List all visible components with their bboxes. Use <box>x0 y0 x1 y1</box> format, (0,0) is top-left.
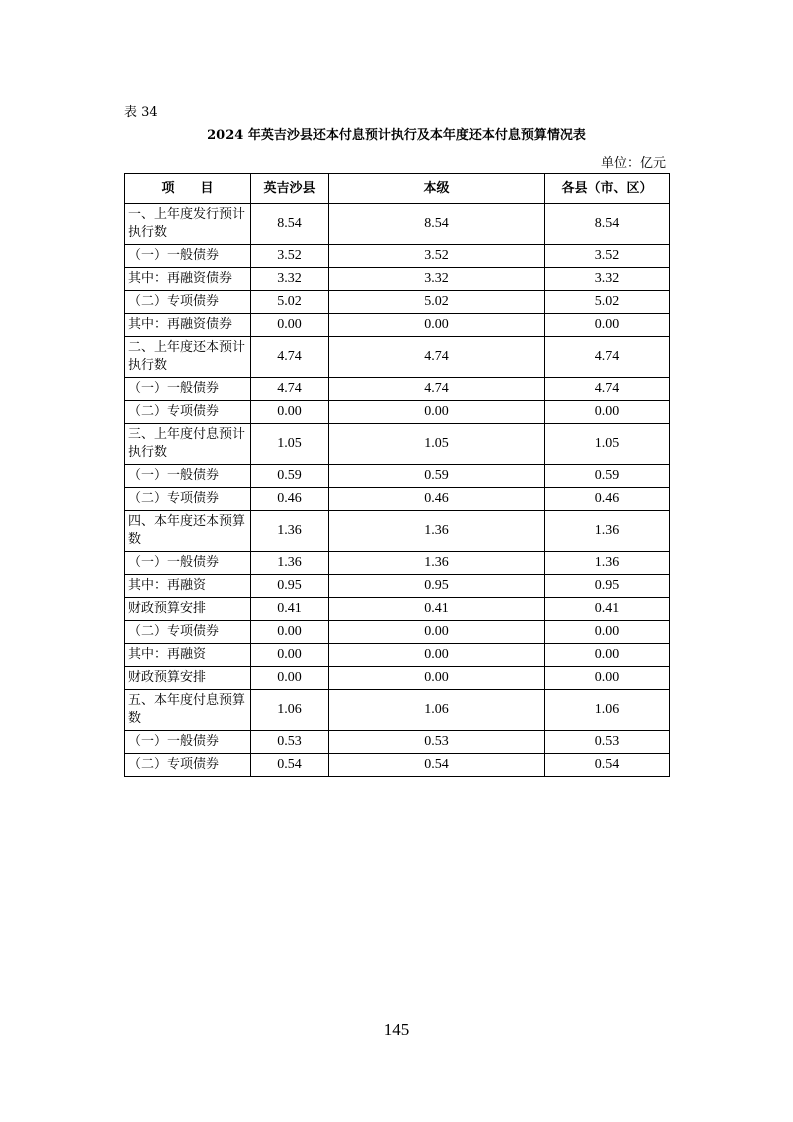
row-level: 1.05 <box>329 424 545 465</box>
table-row <box>125 204 670 245</box>
row-item: 财政预算安排 <box>125 598 251 621</box>
table-row <box>125 401 670 424</box>
row-level: 0.00 <box>329 667 545 690</box>
row-districts: 1.05 <box>545 424 670 465</box>
unit-label: 单位：亿元 <box>600 156 666 171</box>
row-county: 0.59 <box>251 465 329 488</box>
row-districts: 0.59 <box>545 465 670 488</box>
row-item: （二）专项债券 <box>125 754 251 777</box>
row-item: （一）一般债券 <box>125 731 251 754</box>
row-districts: 8.54 <box>545 204 670 245</box>
row-districts: 0.00 <box>545 667 670 690</box>
table-row <box>125 754 670 777</box>
row-districts: 0.46 <box>545 488 670 511</box>
table-header-row <box>125 174 670 204</box>
row-districts: 0.54 <box>545 754 670 777</box>
row-item: 财政预算安排 <box>125 667 251 690</box>
row-districts: 0.00 <box>545 621 670 644</box>
table-row <box>125 511 670 552</box>
row-county: 1.36 <box>251 552 329 575</box>
row-county: 0.00 <box>251 621 329 644</box>
row-level: 0.95 <box>329 575 545 598</box>
row-item: （二）专项债券 <box>125 488 251 511</box>
row-item: 其中：再融资 <box>125 575 251 598</box>
table-row <box>125 378 670 401</box>
row-level: 0.53 <box>329 731 545 754</box>
row-districts: 0.53 <box>545 731 670 754</box>
row-item: 五、本年度付息预算数 <box>125 690 251 731</box>
table-row <box>125 598 670 621</box>
row-level: 4.74 <box>329 378 545 401</box>
row-item: 其中：再融资债券 <box>125 314 251 337</box>
table-row <box>125 424 670 465</box>
header-county: 英吉沙县 <box>251 174 329 204</box>
table-row <box>125 552 670 575</box>
row-county: 0.53 <box>251 731 329 754</box>
header-districts: 各县（市、区） <box>545 174 670 204</box>
row-districts: 1.06 <box>545 690 670 731</box>
row-county: 0.41 <box>251 598 329 621</box>
row-districts: 4.74 <box>545 337 670 378</box>
row-level: 5.02 <box>329 291 545 314</box>
budget-table <box>124 173 670 777</box>
row-districts: 0.95 <box>545 575 670 598</box>
row-item: （二）专项债券 <box>125 621 251 644</box>
row-level: 8.54 <box>329 204 545 245</box>
row-level: 1.36 <box>329 552 545 575</box>
row-level: 4.74 <box>329 337 545 378</box>
row-districts: 0.00 <box>545 644 670 667</box>
table-row <box>125 245 670 268</box>
row-districts: 3.32 <box>545 268 670 291</box>
row-level: 0.41 <box>329 598 545 621</box>
row-county: 0.95 <box>251 575 329 598</box>
row-level: 0.59 <box>329 465 545 488</box>
row-level: 0.00 <box>329 401 545 424</box>
row-level: 3.52 <box>329 245 545 268</box>
table-row <box>125 488 670 511</box>
row-county: 4.74 <box>251 337 329 378</box>
table-row <box>125 667 670 690</box>
header-level: 本级 <box>329 174 545 204</box>
row-county: 0.00 <box>251 314 329 337</box>
row-districts: 1.36 <box>545 511 670 552</box>
row-county: 0.00 <box>251 401 329 424</box>
row-item: （一）一般债券 <box>125 465 251 488</box>
table-row <box>125 575 670 598</box>
row-county: 0.00 <box>251 644 329 667</box>
row-level: 1.06 <box>329 690 545 731</box>
row-county: 5.02 <box>251 291 329 314</box>
row-level: 0.46 <box>329 488 545 511</box>
page-number: 145 <box>383 1020 410 1039</box>
row-county: 0.46 <box>251 488 329 511</box>
row-county: 0.54 <box>251 754 329 777</box>
row-districts: 3.52 <box>545 245 670 268</box>
row-item: （一）一般债券 <box>125 378 251 401</box>
row-item: 二、上年度还本预计执行数 <box>125 337 251 378</box>
row-county: 0.00 <box>251 667 329 690</box>
table-row <box>125 291 670 314</box>
row-county: 4.74 <box>251 378 329 401</box>
row-districts: 0.00 <box>545 314 670 337</box>
row-item: 其中：再融资 <box>125 644 251 667</box>
row-districts: 4.74 <box>545 378 670 401</box>
row-districts: 0.41 <box>545 598 670 621</box>
row-item: 一、上年度发行预计执行数 <box>125 204 251 245</box>
row-county: 1.36 <box>251 511 329 552</box>
row-level: 0.00 <box>329 621 545 644</box>
row-level: 0.00 <box>329 314 545 337</box>
row-county: 3.52 <box>251 245 329 268</box>
table-row <box>125 644 670 667</box>
row-item: 其中：再融资债券 <box>125 268 251 291</box>
row-item: （二）专项债券 <box>125 291 251 314</box>
row-item: 三、上年度付息预计执行数 <box>125 424 251 465</box>
row-level: 0.54 <box>329 754 545 777</box>
row-county: 1.06 <box>251 690 329 731</box>
table-row <box>125 268 670 291</box>
row-county: 3.32 <box>251 268 329 291</box>
row-item: （一）一般债券 <box>125 552 251 575</box>
table-row <box>125 465 670 488</box>
header-item: 项 目 <box>125 174 251 204</box>
table-row <box>125 731 670 754</box>
row-level: 0.00 <box>329 644 545 667</box>
row-districts: 0.00 <box>545 401 670 424</box>
row-item: 四、本年度还本预算数 <box>125 511 251 552</box>
document-title: 2024 年英吉沙县还本付息预计执行及本年度还本付息预算情况表 <box>207 128 586 143</box>
row-county: 1.05 <box>251 424 329 465</box>
table-label: 表 34 <box>124 105 158 120</box>
row-districts: 5.02 <box>545 291 670 314</box>
row-county: 8.54 <box>251 204 329 245</box>
table-row <box>125 337 670 378</box>
row-item: （二）专项债券 <box>125 401 251 424</box>
row-districts: 1.36 <box>545 552 670 575</box>
table-row <box>125 690 670 731</box>
row-item: （一）一般债券 <box>125 245 251 268</box>
row-level: 1.36 <box>329 511 545 552</box>
row-level: 3.32 <box>329 268 545 291</box>
table-row <box>125 314 670 337</box>
table-row <box>125 621 670 644</box>
